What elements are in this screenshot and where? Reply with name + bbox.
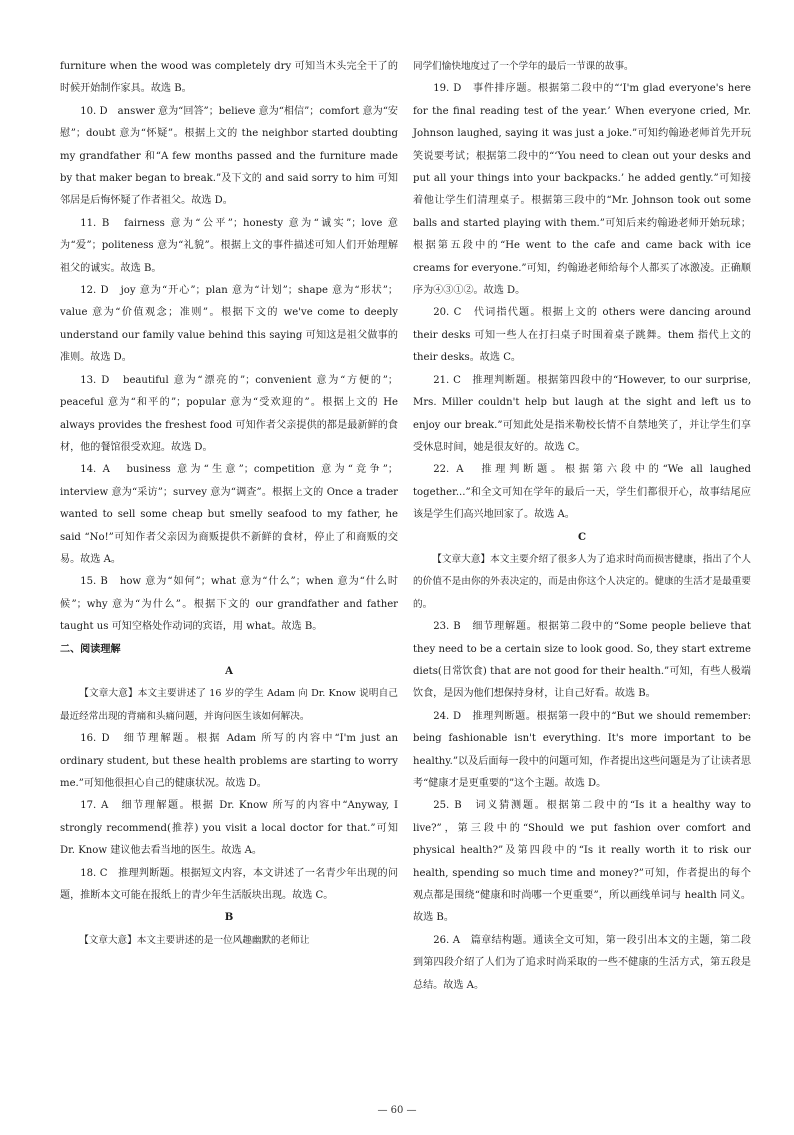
answer-item: 12. D joy 意为“开心”；plan 意为“计划”；shape 意为“形状”；value 意为“价值观念；准则”。根据下文的 we've come to deeply understand our family value behind this saying 可知这是祖父做事的准则。故选 D。 xyxy=(60,285,398,364)
answer-item: 18. C 推理判断题。根据短文内容，本文讲述了一名青少年出现的问题，推断本文可能在报纸上的青少年生活版块出现。故选 C。 xyxy=(60,867,398,902)
answer-item: 13. D beautiful 意为“漂亮的”；convenient 意为“方便的”；peaceful 意为“和平的”；popular 意为“受欢迎的”。根据上文的 He always provides the freshest food 可知作者父亲提供的都是最新鲜的食材，他的餐馆很受欢迎。故选 D。 xyxy=(60,374,398,453)
article-summary: 【文章大意】本文主要讲述的是一位风趣幽默的老师让 xyxy=(79,934,310,946)
answer-item: 15. B how 意为“如何”；what 意为“什么”；when 意为“什么时候”；why 意为“为什么”。根据下文的 our grandfather and father taught us 可知空格处作动词的宾语，用 what。故选 B。 xyxy=(60,576,398,633)
article-summary: 同学们愉快地度过了一个学年的最后一节课的故事。 xyxy=(413,61,634,72)
article-summary: 【文章大意】本文主要介绍了很多人为了追求时尚而损害健康，指出了个人的价值不是由你的外表决定的，而是由你这个人决定的。健康的生活才是最重要的。 xyxy=(413,553,751,610)
section-letter: A xyxy=(225,665,233,677)
answer-item: 21. C 推理判断题。根据第四段中的“However, to our surprise, Mrs. Miller couldn't help but laugh at the sight and left us to enjoy our break.”可知此处是指米勒校长情不自禁地笑了，并让学生们享受休息时间，她是很友好的。故选 C。 xyxy=(413,374,751,453)
answer-item: 14. A business 意为“生意”；competition 意为“竞争”；interview 意为“采访”；survey 意为“调查”。根据上文的 Once a trader wanted to sell some cheap but smelly seafood to my father, he said “No!”可知作者父亲因为商贩提供不新鲜的食材，停止了和商贩的交易。故选 A。 xyxy=(60,464,398,565)
section-heading: 二、阅读理解 xyxy=(60,643,121,655)
left-column xyxy=(60,56,398,952)
section-letter: C xyxy=(577,531,587,543)
answer-item: 22. A 推理判断题。根据第六段中的“We all laughed together...”和全文可知在学年的最后一天，学生们都很开心，故事结尾应该是学生们高兴地回家了。故选 A。 xyxy=(413,464,751,521)
section-letter: B xyxy=(224,912,234,924)
answer-item: 10. D answer 意为“回答”；believe 意为“相信”；comfort 意为“安慰”；doubt 意为“怀疑”。根据上文的 the neighbor started doubting my grandfather 和“A few months passed and the furniture made by that maker began to break.”及下文的 and said sorry to him 可知邻居是后悔怀疑了作者祖父。故选 D。 xyxy=(60,105,398,207)
answer-item: 26. A 篇章结构题。通读全文可知，第一段引出本文的主题，第二段到第四段介绍了人们为了追求时尚采取的一些不健康的生活方式，第五段是总结。故选 A。 xyxy=(413,934,751,991)
article-summary: 【文章大意】本文主要讲述了 16 岁的学生 Adam 向 Dr. Know 说明自己最近经常出现的背痛和头痛问题，并询问医生该如何解决。 xyxy=(60,688,398,722)
answer-item: 16. D 细节理解题。根据 Adam 所写的内容中“I'm just an ordinary student, but these health problems are starting to worry me.”可知他很担心自己的健康状况。故选 D。 xyxy=(60,733,398,789)
page-number: — 60 — xyxy=(377,1105,417,1116)
answer-item: 17. A 细节理解题。根据 Dr. Know 所写的内容中“Anyway, I strongly recommend(推荐) you visit a local doctor for that.”可知 Dr. Know 建议他去看当地的医生。故选 A。 xyxy=(60,800,398,857)
answer-item: 19. D 事件排序题。根据第二段中的“‘I'm glad everyone's here for the final reading test of the year.’ When everyone cried, Mr. Johnson laughed, saying it was just a joke.”可知约翰逊老师首先开玩笑说要考试；根据第二段中的“‘You need to clean out your desks and put all your things into your backpacks.’ he added gently.”可知接着他让学生们清理桌子。根据第三段中的“Mr. Johnson took out some balls and started playing with them.”可知后来约翰逊老师开始玩球；根据第五段中的“He went to the cafe and came back with ice creams for everyone.”可知，约翰逊老师给每个人都买了冰激凌。正确顺序为④③①②。故选 D。 xyxy=(413,83,751,297)
paragraph: furniture when the wood was completely dry 可知当木头完全干了的时候开始制作家具。故选 B。 xyxy=(60,61,398,95)
answer-item: 24. D 推理判断题。根据第一段中的“But we should remember: being fashionable isn't everything. It's more important to be healthy.”以及后面每一段中的问题可知，作者提出这些问题是为了让读者思考“健康才是更重要的”这个主题。故选 D。 xyxy=(413,710,751,789)
answer-item: 11. B fairness 意为“公平”；honesty 意为“诚实”；love 意为“爱”；politeness 意为“礼貌”。根据上文的事件描述可知人们开始理解祖父的诚实。故选 B。 xyxy=(60,217,398,274)
answer-item: 25. B 词义猜测题。根据第二段中的“Is it a healthy way to live?”，第三段中的“Should we put fashion over comfort and physical health?”及第四段中的“Is it really worth it to risk our health, spending so much time and money?”可知，作者提出的每个观点都是围绕“健康和时尚哪一个更重要”，所以画线单词与 health 同义。故选 B。 xyxy=(413,800,751,924)
right-column xyxy=(413,56,751,997)
answer-item: 20. C 代词指代题。根据上文的 others were dancing around their desks 可知一些人在打扫桌子时围着桌子跳舞。them 指代上文的 their desks。故选 C。 xyxy=(413,307,751,364)
answer-item: 23. B 细节理解题。根据第二段中的“Some people believe that they need to be a certain size to look good. So, they start extreme diets(日常饮食) that are not good for their health.”可知，有些人极端饮食，是因为他们想保持身材，让自己好看。故选 B。 xyxy=(413,621,751,700)
